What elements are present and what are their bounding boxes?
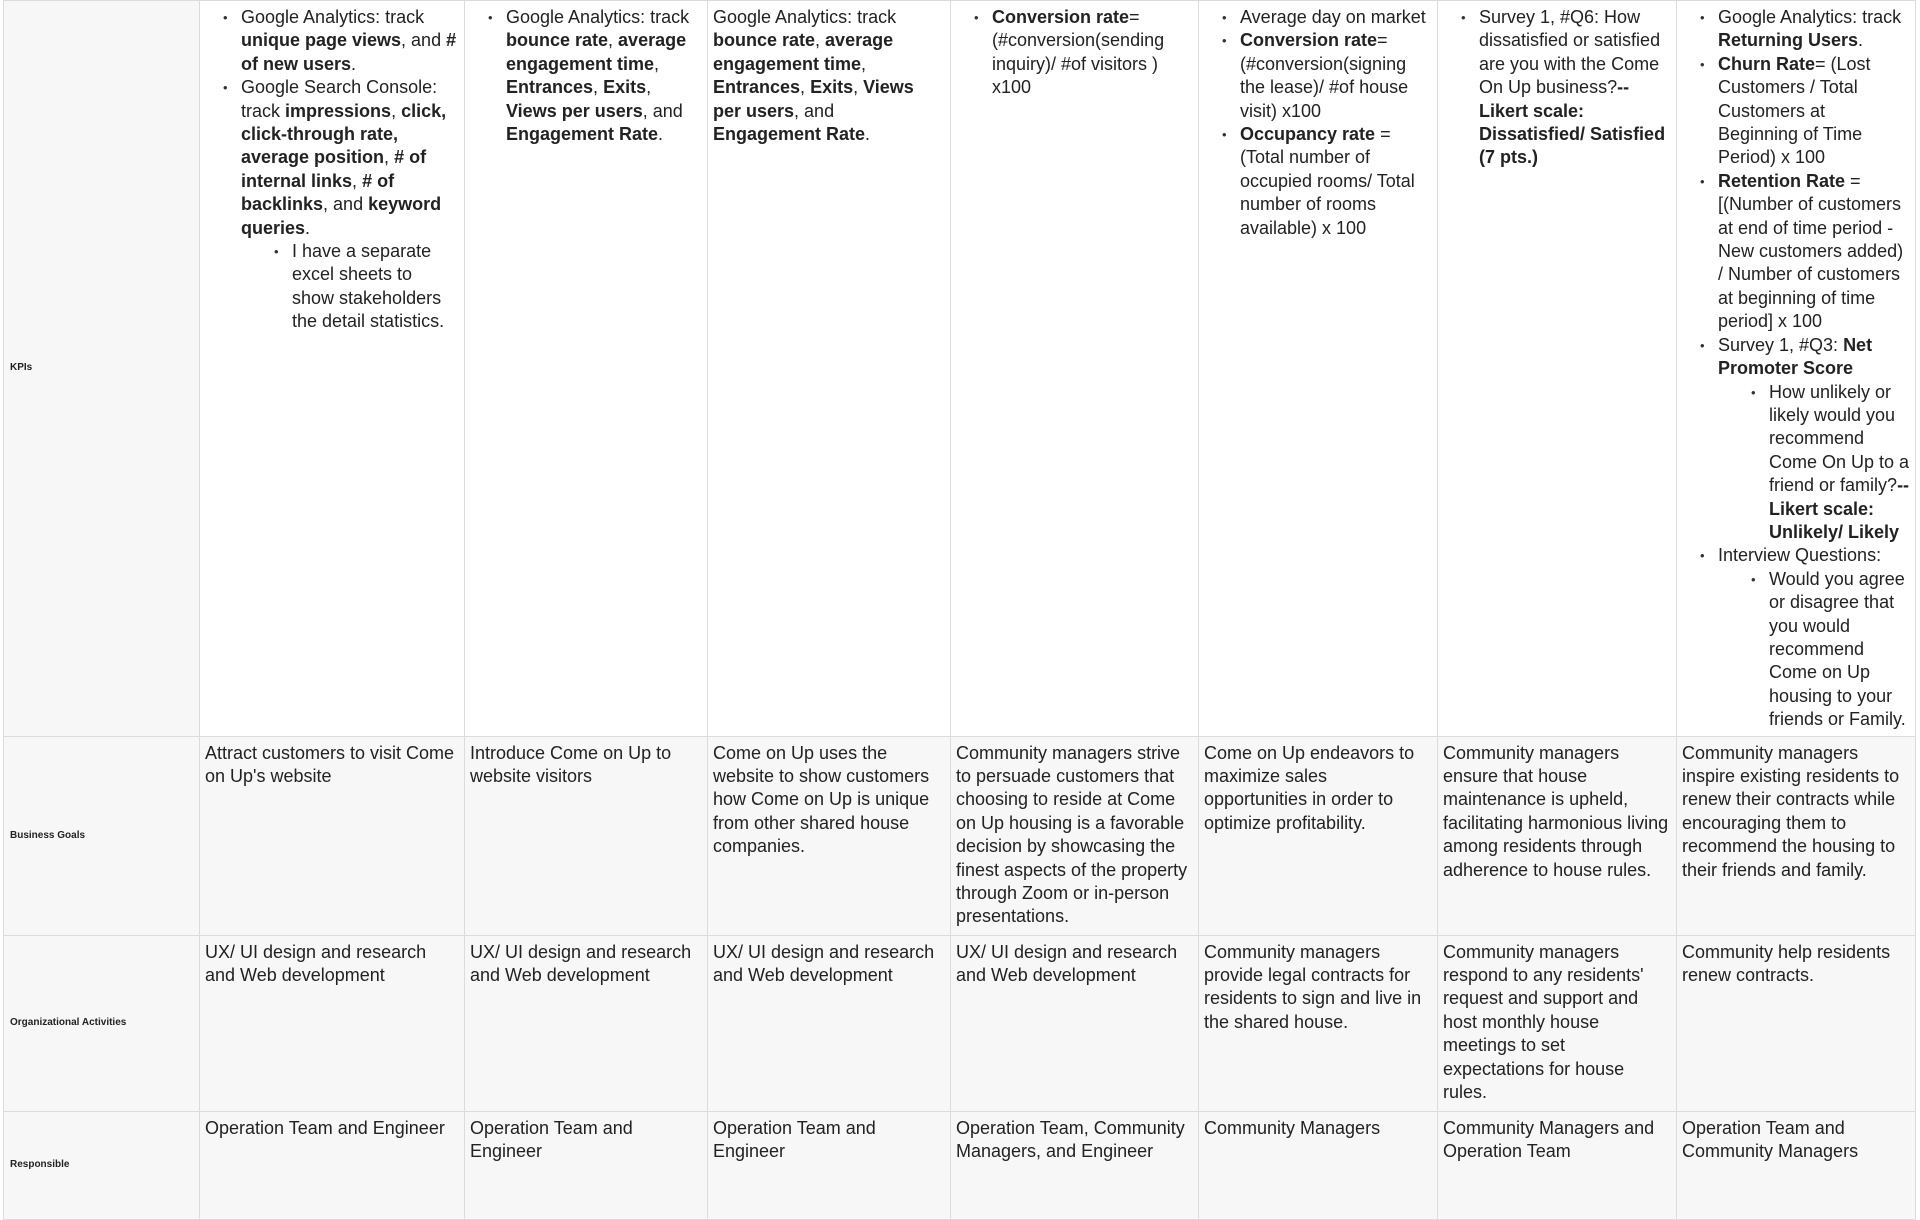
list-item: • Average day on market (1240, 6, 1432, 29)
activity-cell-7: Community help residents renew contracts. (1677, 935, 1916, 1111)
table-row-responsible (4, 1111, 1916, 1219)
list-item: • Churn Rate= (Lost Customers / Total Customers at Beginning of Time Period) x 100 (1718, 53, 1910, 170)
row-header-kpis (4, 1, 200, 737)
kpi-cell-2 (465, 1, 708, 737)
activity-cell-2: UX/ UI design and research and Web development (465, 935, 708, 1111)
activity-cell-4: UX/ UI design and research and Web development (951, 935, 1199, 1111)
row-header-label: KPIs (10, 362, 33, 374)
list-item: • Retention Rate = [(Number of customers at end of time period - New customers added) / Number of customers at beginning of time period] x 100 (1718, 170, 1910, 334)
row-header-label: Organizational Activities (10, 1017, 127, 1029)
list-item: • Google Analytics: track Returning Users. (1718, 6, 1910, 53)
list-item: • Google Search Console: track impressions, click, click-through rate, average position, # of internal links, # of backlinks, and keyword queries. • I have a separate excel sheets to show stakeholders the detail statistics. (241, 76, 459, 333)
responsible-cell-3: Operation Team and Engineer (708, 1111, 951, 1219)
row-header-organizational-activities (4, 935, 200, 1111)
responsible-cell-7: Operation Team and Community Managers (1677, 1111, 1916, 1219)
list-item: • I have a separate excel sheets to show stakeholders the detail statistics. (292, 240, 459, 334)
row-header-business-goals (4, 736, 200, 935)
kpi-cell-4 (951, 1, 1199, 737)
goal-cell-4: Community managers strive to persuade customers that choosing to reside at Come on Up housing is a favorable decision by showcasing the finest aspects of the property through Zoom or in-person presentations. (951, 736, 1199, 935)
goal-cell-6: Community managers ensure that house maintenance is upheld, facilitating harmonious living among residents through adherence to house rules. (1438, 736, 1677, 935)
kpi-cell-6 (1438, 1, 1677, 737)
goal-cell-2: Introduce Come on Up to website visitors (465, 736, 708, 935)
row-header-label: Responsible (10, 1159, 70, 1171)
goal-cell-1: Attract customers to visit Come on Up's website (200, 736, 465, 935)
goal-cell-5: Come on Up endeavors to maximize sales opportunities in order to optimize profitability. (1199, 736, 1438, 935)
list-item: • Google Analytics: track unique page views, and # of new users. (241, 6, 459, 76)
activity-cell-1: UX/ UI design and research and Web development (200, 935, 465, 1111)
table-row-organizational-activities (4, 935, 1916, 1111)
responsible-cell-5: Community Managers (1199, 1111, 1438, 1219)
kpi-cell-7 (1677, 1, 1916, 737)
responsible-cell-4: Operation Team, Community Managers, and Engineer (951, 1111, 1199, 1219)
kpi-text: Google Analytics: track bounce rate, average engagement time, Entrances, Exits, Views per users, and Engagement Rate. (713, 7, 914, 145)
list-item: • Conversion rate= (#conversion(sending inquiry)/ #of visitors ) x100 (992, 6, 1193, 100)
list-item: • Would you agree or disagree that you would recommend Come on Up housing to your friends or Family. (1769, 568, 1910, 732)
list-item: • Occupancy rate = (Total number of occupied rooms/ Total number of rooms available) x 100 (1240, 123, 1432, 240)
list-item: • Interview Questions: • Would you agree or disagree that you would recommend Come on Up housing to your friends or Family. (1718, 544, 1910, 731)
responsible-cell-2: Operation Team and Engineer (465, 1111, 708, 1219)
kpi-cell-1 (200, 1, 465, 737)
kpi-table (3, 0, 1916, 1220)
goal-cell-7: Community managers inspire existing residents to renew their contracts while encouraging them to recommend the housing to their friends and family. (1677, 736, 1916, 935)
activity-cell-6: Community managers respond to any residents' request and support and host monthly house meetings to set expectations for house rules. (1438, 935, 1677, 1111)
list-item: • Survey 1, #Q6: How dissatisfied or satisfied are you with the Come On Up business?-- Likert scale: Dissatisfied/ Satisfied (7 pts.) (1479, 6, 1671, 170)
list-item: • Google Analytics: track bounce rate, average engagement time, Entrances, Exits, Views per users, and Engagement Rate. (506, 6, 702, 146)
table-row-business-goals (4, 736, 1916, 935)
row-header-label: Business Goals (10, 829, 86, 841)
activity-cell-3: UX/ UI design and research and Web development (708, 935, 951, 1111)
table-row-kpis (4, 1, 1916, 737)
list-item: • Survey 1, #Q3: Net Promoter Score • How unlikely or likely would you recommend Come On Up to a friend or family?-- Likert scale: Unlikely/ Likely (1718, 334, 1910, 545)
responsible-cell-6: Community Managers and Operation Team (1438, 1111, 1677, 1219)
activity-cell-5: Community managers provide legal contracts for residents to sign and live in the shared house. (1199, 935, 1438, 1111)
row-header-responsible (4, 1111, 200, 1219)
list-item: • Conversion rate= (#conversion(signing the lease)/ #of house visit) x100 (1240, 29, 1432, 123)
kpi-cell-3 (708, 1, 951, 737)
responsible-cell-1: Operation Team and Engineer (200, 1111, 465, 1219)
goal-cell-3: Come on Up uses the website to show customers how Come on Up is unique from other shared house companies. (708, 736, 951, 935)
list-item: • How unlikely or likely would you recommend Come On Up to a friend or family?-- Likert scale: Unlikely/ Likely (1769, 381, 1910, 545)
kpi-cell-5 (1199, 1, 1438, 737)
